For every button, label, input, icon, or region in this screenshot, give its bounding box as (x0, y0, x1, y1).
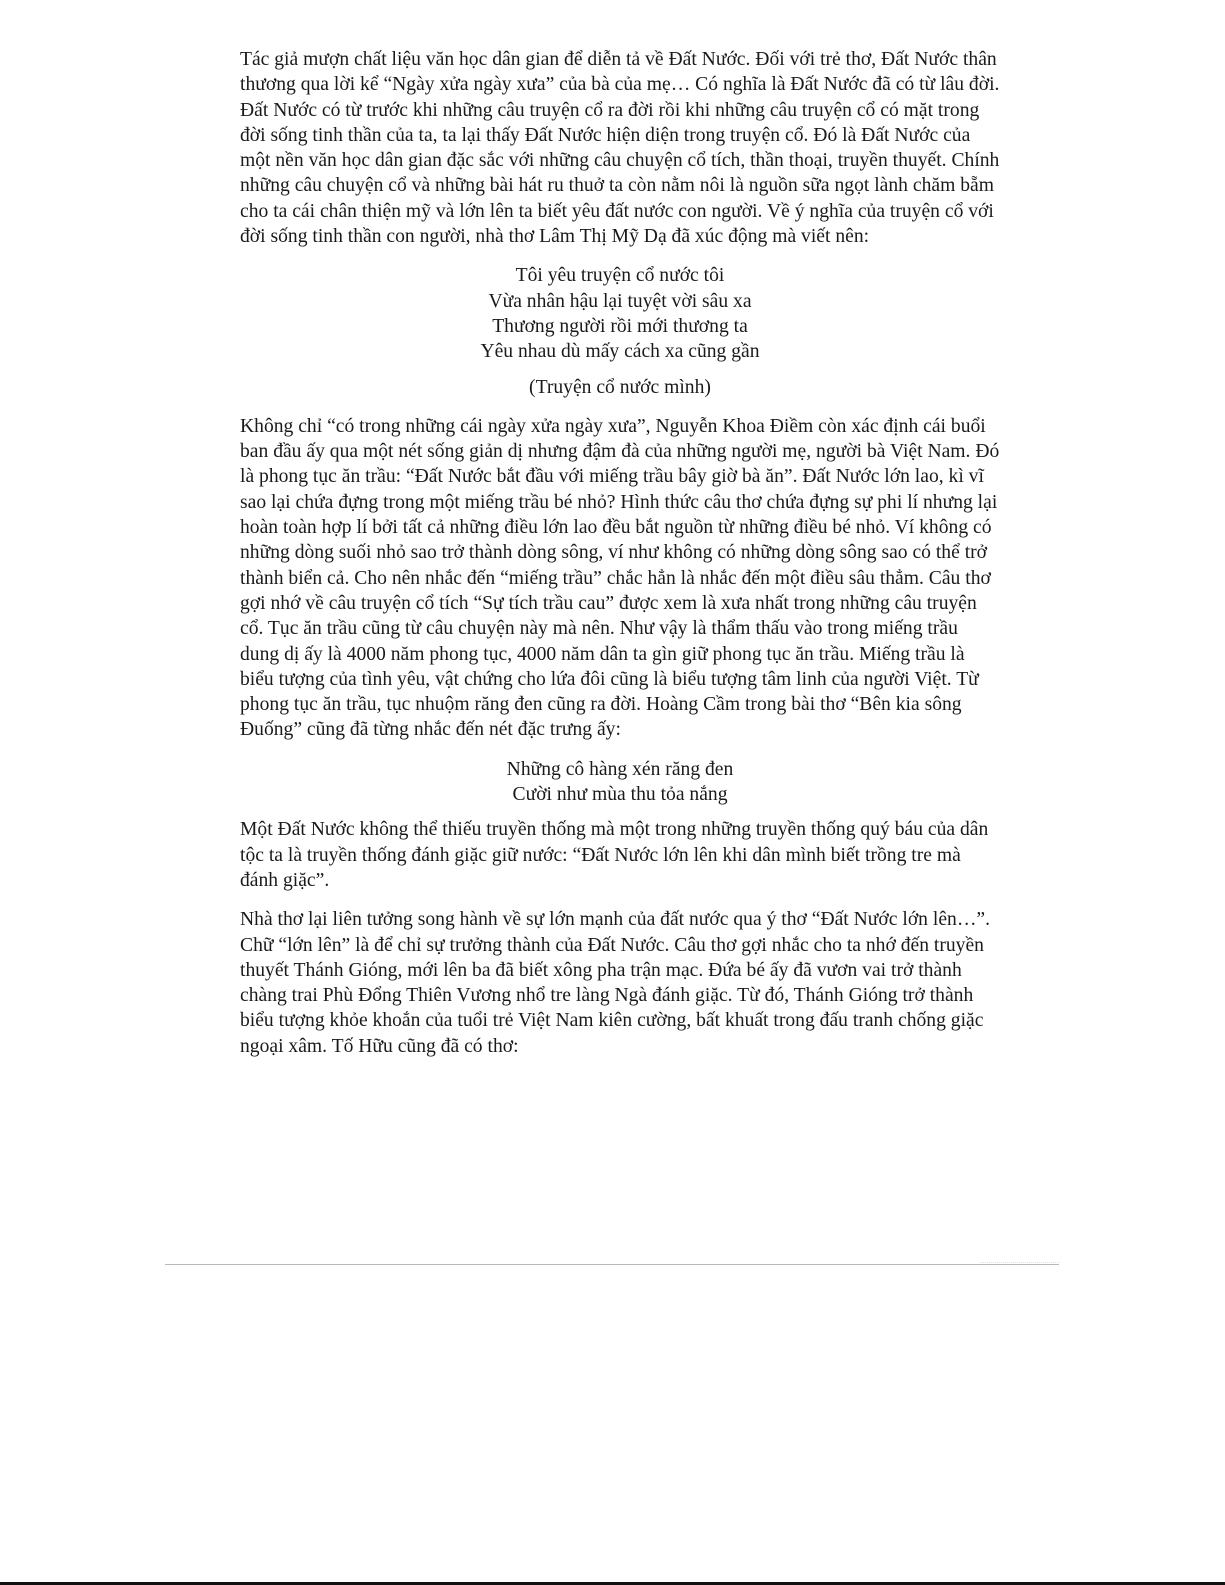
poem-line: Cười như mùa thu tỏa nắng (512, 784, 728, 806)
poem-line: Tôi yêu truyện cổ nước tôi (515, 265, 725, 287)
poem-line: Thương người rồi mới thương ta (492, 315, 748, 337)
page-divider (165, 1264, 1059, 1265)
poem-source: (Truyện cổ nước mình) (529, 376, 711, 398)
poem-line: Vừa nhân hậu lại tuyệt vời sâu xa (488, 290, 752, 312)
poem-ben-kia-song-duong (240, 757, 1000, 808)
paragraph-mieng-trau: Không chỉ “có trong những cái ngày xửa ngày xưa”, Nguyễn Khoa Điềm còn xác định cái buổi ban đầu ấy qua một nét sống giản dị nhưng đậm đà của những người mẹ, người bà Việt Nam. Đó là phong tục ăn trầu: “Đất Nước bắt đầu với miếng trầu bây giờ bà ăn”. Đất Nước lớn lao, kì vĩ sao lại chứa đựng trong một miếng trầu bé nhỏ? Hình thức câu thơ chứa đựng sự phi lí nhưng lại hoàn toàn hợp lí bởi tất cả những điều lớn lao đều bắt nguồn từ những điều bé nhỏ. Ví không có những dòng suối nhỏ sao trở thành dòng sông, ví như không có những dòng sông sao có thể trở thành biển cả. Cho nên nhắc đến “miếng trầu” chắc hẳn là nhắc đến một điều sâu thẳm. Câu thơ gợi nhớ về câu truyện cổ tích “Sự tích trầu cau” được xem là xưa nhất trong những câu truyện cổ. Tục ăn trầu cũng từ câu chuyện này mà nên. Như vậy là thẩm thấu vào trong miếng trầu dung dị ấy là 4000 năm phong tục, 4000 năm dân ta gìn giữ phong tục ăn trầu. Miếng trầu là biểu tượng của tình yêu, vật chứng cho lứa đôi cũng là biểu tượng tâm linh của người Việt. Từ phong tục ăn trầu, tục nhuộm răng đen cũng ra đời. Hoàng Cầm trong bài thơ “Bên kia sông Đuống” cũng đã từng nhắc đến nét đặc trưng ấy: (240, 415, 1000, 741)
paragraph-thanh-giong: Nhà thơ lại liên tưởng song hành về sự lớn mạnh của đất nước qua ý thơ “Đất Nước lớn lên…”. Chữ “lớn lên” là để chỉ sự trưởng thành của Đất Nước. Câu thơ gợi nhắc cho ta nhớ đến truyền thuyết Thánh Gióng, mới lên ba đã biết xông pha trận mạc. Đứa bé ấy đã vươn vai trở thành chàng trai Phù Đổng Thiên Vương nhổ tre làng Ngà đánh giặc. Từ đó, Thánh Gióng trở thành biểu tượng khỏe khoắn của tuổi trẻ Việt Nam kiên cường, bất khuất trong đấu tranh chống giặc ngoại xâm. Tố Hữu cũng đã có thơ: (240, 909, 991, 1057)
page-divider-faint (980, 1262, 1060, 1263)
poem-line: Yêu nhau dù mấy cách xa cũng gần (480, 341, 760, 363)
poem-line: Những cô hàng xén răng đen (506, 758, 734, 780)
paragraph-intro: Tác giả mượn chất liệu văn học dân gian để diễn tả về Đất Nước. Đối với trẻ thơ, Đất Nước thân thương qua lời kể “Ngày xửa ngày xưa” của bà của mẹ… Có nghĩa là Đất Nước đã có từ lâu đời. Đất Nước có từ trước khi những câu truyện cổ ra đời rồi khi những câu truyện cổ có mặt trong đời sống tinh thần của ta, ta lại thấy Đất Nước hiện diện trong truyện cổ. Đó là Đất Nước của một nền văn học dân gian đặc sắc với những câu chuyện cổ tích, thần thoại, truyền thuyết. Chính những câu chuyện cổ và những bài hát ru thuở ta còn nằm nôi là nguồn sữa ngọt lành chăm bẵm cho ta cái chân thiện mỹ và lớn lên ta biết yêu đất nước con người. Về ý nghĩa của truyện cổ với đời sống tinh thần con người, nhà thơ Lâm Thị Mỹ Dạ đã xúc động mà viết nên: (240, 49, 1000, 248)
poem-truyen-co (240, 263, 1000, 364)
paragraph-truyen-thong: Một Đất Nước không thể thiếu truyền thống mà một trong những truyền thống quý báu của dân tộc ta là truyền thống đánh giặc giữ nước: “Đất Nước lớn lên khi dân mình biết trồng tre mà đánh giặc”. (240, 819, 989, 891)
document-page (240, 47, 1000, 1073)
